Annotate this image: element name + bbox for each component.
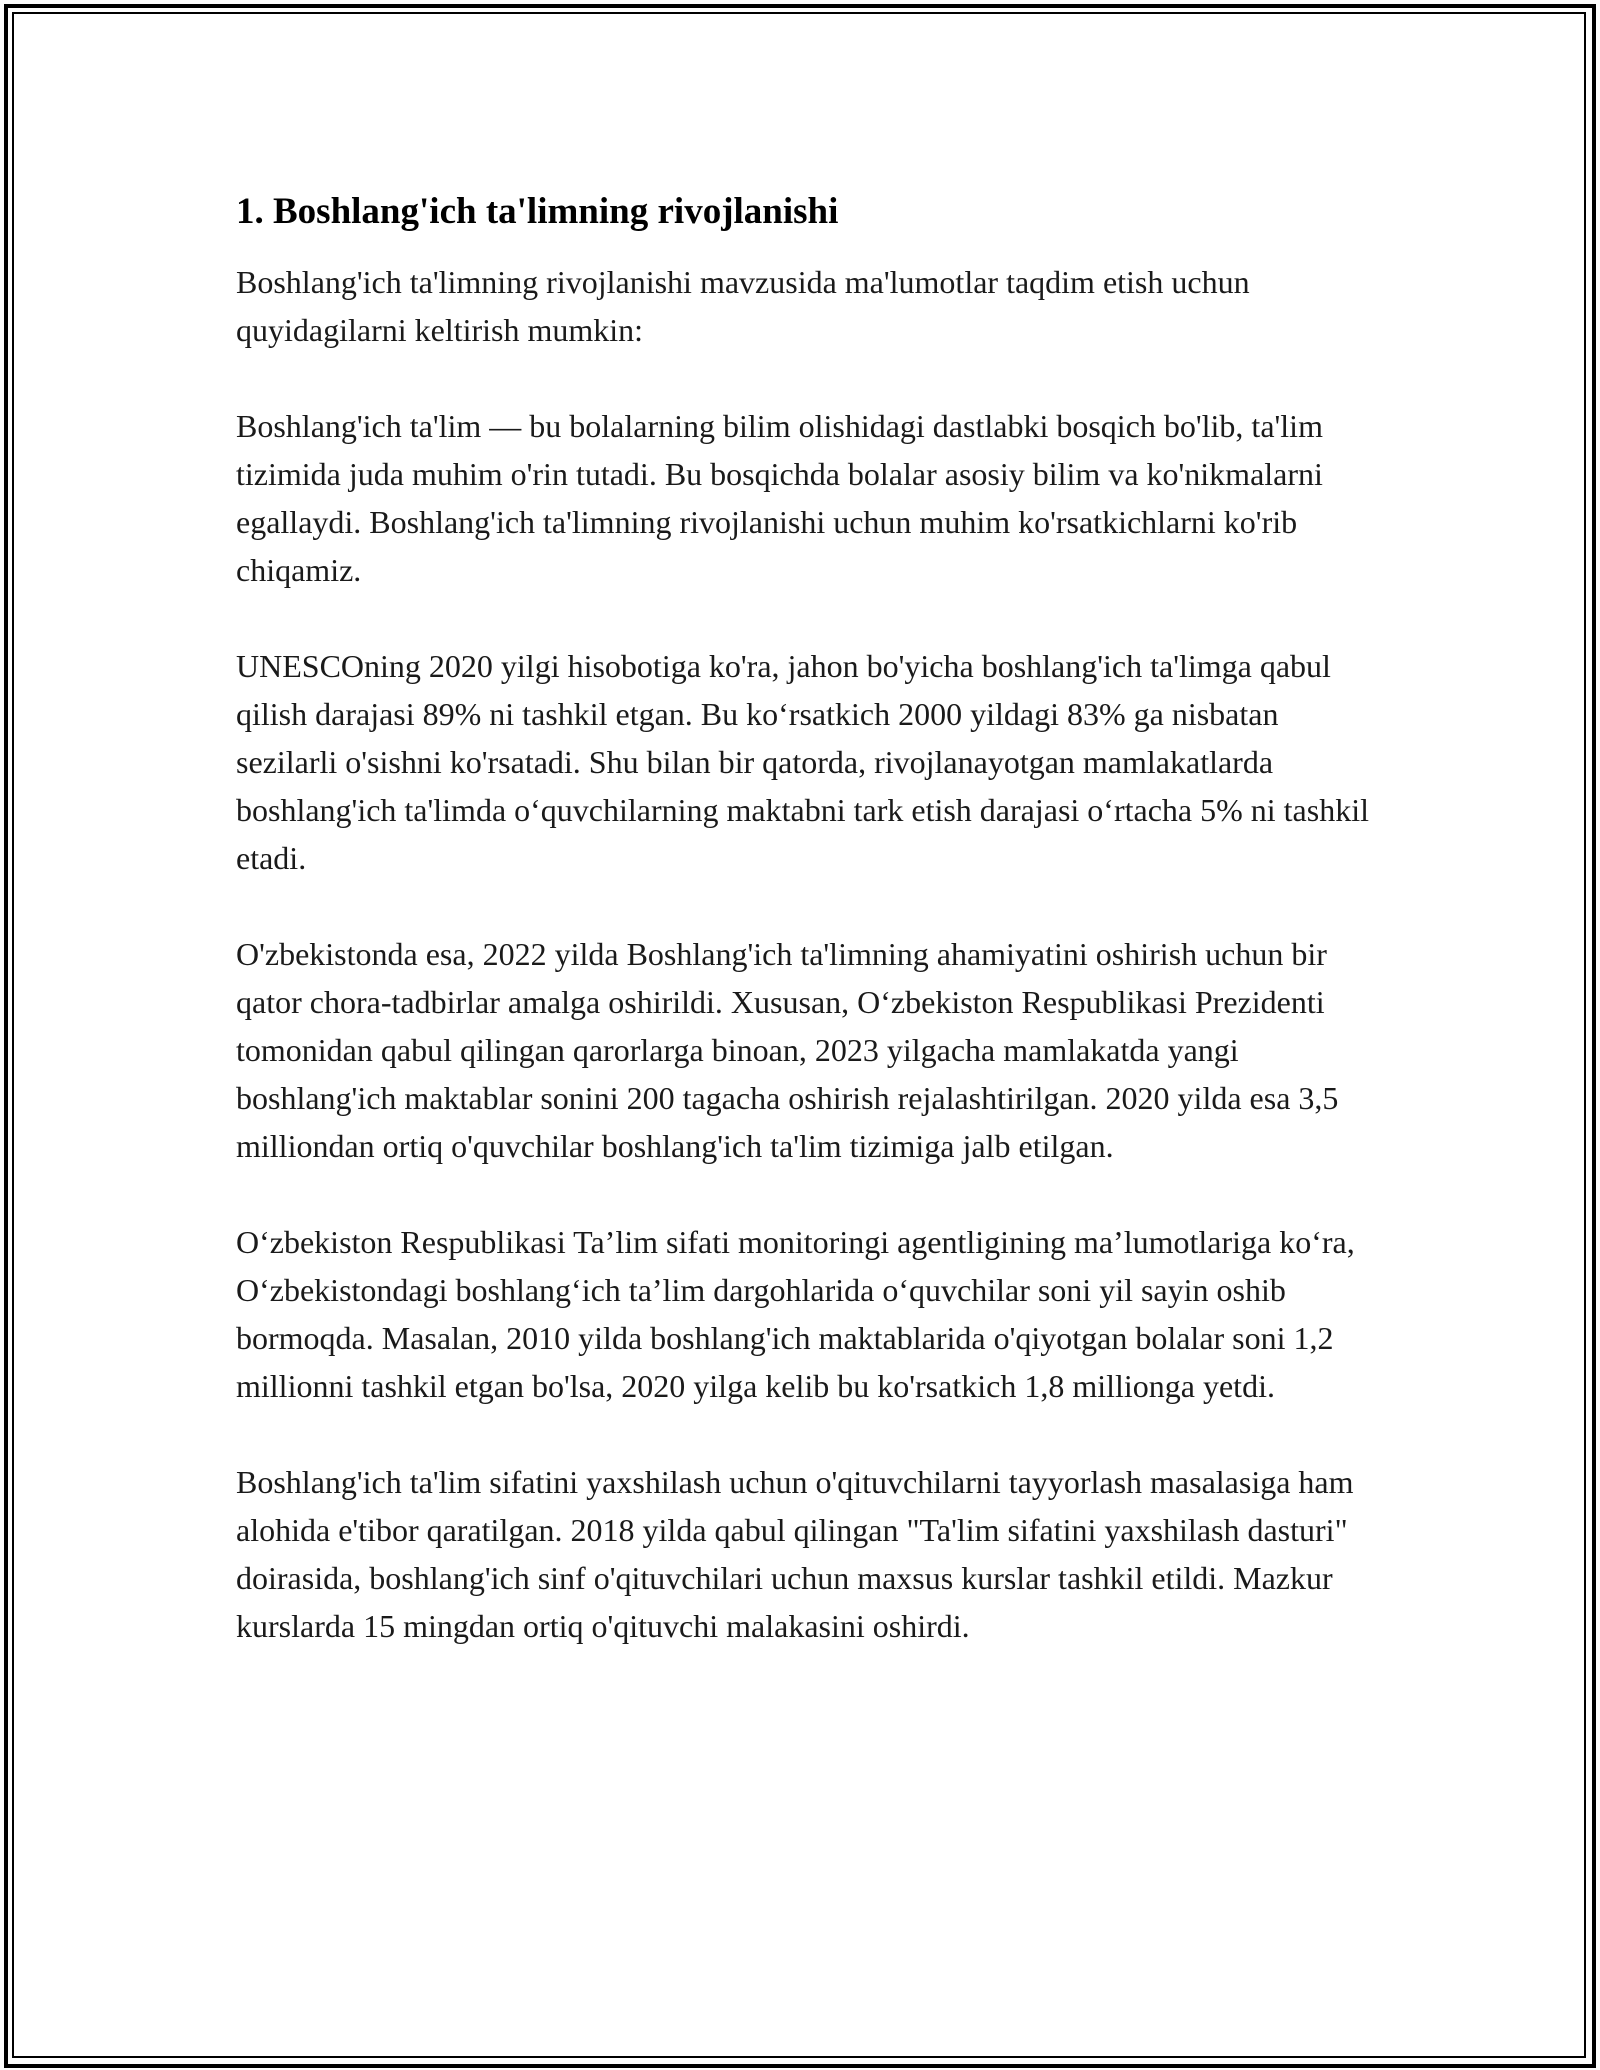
paragraph-uzbekistan-measures: O'zbekistonda esa, 2022 yilda Boshlang'ich ta'limning ahamiyatini oshirish uchun bir qator chora-tadbirlar amalga oshirildi. Xususan, O‘zbekiston Respublikasi Prezidenti tomonidan qabul qilingan qarorlarga binoan, 2023 yilgacha mamlakatda yangi boshlang'ich maktablar sonini 200 tagacha oshirish rejalashtirilgan. 2020 yilda esa 3,5 milliondan ortiq o'quvchilar boshlang'ich ta'lim tizimiga jalb etilgan.: [236, 936, 1339, 1164]
paragraph-student-numbers: O‘zbekiston Respublikasi Ta’lim sifati monitoringi agentligining ma’lumotlariga ko‘ra, O‘zbekistondagi boshlang‘ich ta’lim dargohlarida o‘quvchilar soni yil sayin oshib bormoqda. Masalan, 2010 yilda boshlang'ich maktablarida o'qiyotgan bolalar soni 1,2 millionni tashkil etgan bo'lsa, 2020 yilga kelib bu ko'rsatkich 1,8 millionga yetdi.: [236, 1224, 1355, 1404]
section-title: 1. Boshlang'ich ta'limning rivojlanishi: [236, 191, 839, 232]
paragraph-teacher-training: Boshlang'ich ta'lim sifatini yaxshilash uchun o'qituvchilarni tayyorlash masalasiga ham alohida e'tibor qaratilgan. 2018 yilda qabul qilingan "Ta'lim sifatini yaxshilash dasturi" doirasida, boshlang'ich sinf o'qituvchilari uchun maxsus kurslar tashkil etildi. Mazkur kurslarda 15 mingdan ortiq o'qituvchi malakasini oshirdi.: [236, 1464, 1354, 1644]
paragraph-unesco-stats: UNESCOning 2020 yilgi hisobotiga ko'ra, jahon bo'yicha boshlang'ich ta'limga qabul qilish darajasi 89% ni tashkil etgan. Bu ko‘rsatkich 2000 yildagi 83% ga nisbatan sezilarli o'sishni ko'rsatadi. Shu bilan bir qatorda, rivojlanayotgan mamlakatlarda boshlang'ich ta'limda o‘quvchilarning maktabni tark etish darajasi o‘rtacha 5% ni tashkil etadi.: [236, 648, 1369, 876]
paragraph-intro: Boshlang'ich ta'limning rivojlanishi mavzusida ma'lumotlar taqdim etish uchun quyidagilarni keltirish mumkin:: [236, 264, 1250, 348]
document-body: [236, 188, 1376, 1650]
paragraph-definition: Boshlang'ich ta'lim — bu bolalarning bilim olishidagi dastlabki bosqich bo'lib, ta'lim tizimida juda muhim o'rin tutadi. Bu bosqichda bolalar asosiy bilim va ko'nikmalarni egallaydi. Boshlang'ich ta'limning rivojlanishi uchun muhim ko'rsatkichlarni ko'rib chiqamiz.: [236, 408, 1323, 588]
